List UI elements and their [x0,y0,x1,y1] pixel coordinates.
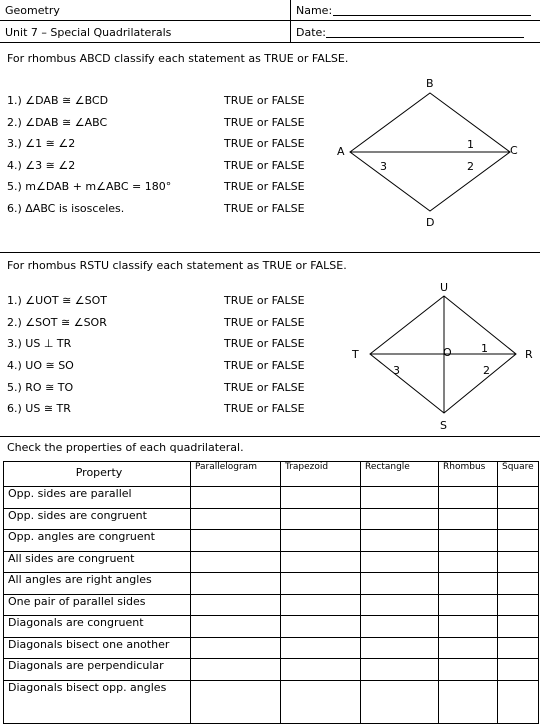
s1-choice-6[interactable]: TRUE or FALSE [224,202,305,215]
s1-statement-6: 6.) ΔABC is isosceles. [7,202,125,215]
check-cell-parallelogram[interactable] [191,680,281,723]
check-cell-trapezoid[interactable] [281,551,361,573]
name-field[interactable] [333,15,531,16]
table-row [4,573,539,595]
s1-choice-5[interactable]: TRUE or FALSE [224,180,305,193]
s2-choice-3[interactable]: TRUE or FALSE [224,337,305,350]
check-cell-trapezoid[interactable] [281,594,361,616]
vertex-t-label: T [352,348,359,361]
s2-statement-6: 6.) US ≅ TR [7,402,71,415]
s1-choice-1[interactable]: TRUE or FALSE [224,94,305,107]
check-cell-parallelogram[interactable] [191,551,281,573]
table-row [4,659,539,681]
s1-statement-2: 2.) ∠DAB ≅ ∠ABC [7,116,108,129]
check-cell-trapezoid[interactable] [281,659,361,681]
check-cell-rhombus[interactable] [439,573,498,595]
check-cell-parallelogram[interactable] [191,508,281,530]
angle-3-label: 3 [380,160,387,173]
check-cell-parallelogram[interactable] [191,573,281,595]
s2-choice-5[interactable]: TRUE or FALSE [224,381,305,394]
check-cell-rectangle[interactable] [361,594,439,616]
table-row [4,530,539,552]
angle-2-label: 2 [467,160,474,173]
property-label: All sides are congruent [4,551,191,573]
check-cell-square[interactable] [498,594,539,616]
s1-choice-2[interactable]: TRUE or FALSE [224,116,305,129]
s2-statement-3: 3.) US ⊥ TR [7,337,72,350]
properties-table [3,461,539,724]
check-cell-parallelogram[interactable] [191,616,281,638]
angle-1-label: 1 [467,138,474,151]
check-cell-parallelogram[interactable] [191,637,281,659]
s1-statement-1: 1.) ∠DAB ≅ ∠BCD [7,94,109,107]
section1-divider [0,252,540,253]
check-cell-parallelogram[interactable] [191,659,281,681]
check-cell-square[interactable] [498,573,539,595]
angle-2-label: 2 [483,364,490,377]
section2-instruction: For rhombus RSTU classify each statement as TRUE or FALSE. [7,259,347,272]
table-row [4,487,539,509]
check-cell-trapezoid[interactable] [281,487,361,509]
header-row-divider [0,20,540,21]
table-row [4,508,539,530]
check-cell-rectangle[interactable] [361,551,439,573]
unit-title: Unit 7 – Special Quadrilaterals [5,26,172,39]
property-label: Opp. sides are parallel [4,487,191,509]
check-cell-square[interactable] [498,659,539,681]
rhombus-abcd-diagram [330,72,530,232]
table-row [4,594,539,616]
s2-statement-4: 4.) UO ≅ SO [7,359,74,372]
rhombus-rstu-diagram [340,276,540,436]
check-cell-trapezoid[interactable] [281,616,361,638]
check-cell-square[interactable] [498,616,539,638]
column-header-parallelogram: Parallelogram [191,462,281,487]
s2-choice-4[interactable]: TRUE or FALSE [224,359,305,372]
property-label: Opp. sides are congruent [4,508,191,530]
check-cell-trapezoid[interactable] [281,637,361,659]
check-cell-rhombus[interactable] [439,616,498,638]
column-header-property: Property [4,462,191,487]
check-cell-square[interactable] [498,637,539,659]
check-cell-parallelogram[interactable] [191,530,281,552]
check-cell-rhombus[interactable] [439,551,498,573]
check-cell-trapezoid[interactable] [281,530,361,552]
s1-statement-3: 3.) ∠1 ≅ ∠2 [7,137,76,150]
check-cell-rhombus[interactable] [439,594,498,616]
table-row [4,551,539,573]
table-row [4,680,539,723]
check-cell-rectangle[interactable] [361,530,439,552]
section3-instruction: Check the properties of each quadrilateral. [7,441,244,454]
angle-3-label: 3 [393,364,400,377]
section1-instruction: For rhombus ABCD classify each statement as TRUE or FALSE. [7,52,349,65]
s2-statement-5: 5.) RO ≅ TO [7,381,74,394]
column-header-square: Square [498,462,539,487]
check-cell-parallelogram[interactable] [191,594,281,616]
name-label: Name: [296,4,333,17]
table-header-row [4,462,539,487]
property-label: Diagonals bisect opp. angles [4,680,191,723]
angle-1-label: 1 [481,342,488,355]
check-cell-square[interactable] [498,530,539,552]
check-cell-rhombus[interactable] [439,659,498,681]
check-cell-square[interactable] [498,551,539,573]
vertex-c-label: C [510,144,518,157]
vertex-s-label: S [440,419,447,432]
check-cell-rectangle[interactable] [361,637,439,659]
check-cell-square[interactable] [498,487,539,509]
column-header-trapezoid: Trapezoid [281,462,361,487]
property-label: One pair of parallel sides [4,594,191,616]
header-divider [290,0,291,42]
property-label: Diagonals bisect one another [4,637,191,659]
check-cell-parallelogram[interactable] [191,487,281,509]
vertex-d-label: D [426,216,435,229]
s2-statement-1: 1.) ∠UOT ≅ ∠SOT [7,294,108,307]
s1-statement-4: 4.) ∠3 ≅ ∠2 [7,159,76,172]
section2-divider [0,436,540,437]
vertex-r-label: R [525,348,533,361]
check-cell-rectangle[interactable] [361,680,439,723]
check-cell-rhombus[interactable] [439,487,498,509]
check-cell-rectangle[interactable] [361,616,439,638]
s1-statement-5: 5.) m∠DAB + m∠ABC = 180° [7,180,172,193]
course-title: Geometry [5,4,60,17]
s2-choice-2[interactable]: TRUE or FALSE [224,316,305,329]
check-cell-trapezoid[interactable] [281,680,361,723]
check-cell-square[interactable] [498,680,539,723]
table-row [4,637,539,659]
center-o-label: O [443,346,452,359]
check-cell-rhombus[interactable] [439,680,498,723]
vertex-u-label: U [440,281,449,294]
check-cell-rectangle[interactable] [361,573,439,595]
check-cell-square[interactable] [498,508,539,530]
property-label: Diagonals are perpendicular [4,659,191,681]
check-cell-rectangle[interactable] [361,487,439,509]
property-label: All angles are right angles [4,573,191,595]
check-cell-rectangle[interactable] [361,659,439,681]
vertex-b-label: B [426,77,434,90]
vertex-a-label: A [337,145,345,158]
s1-choice-3[interactable]: TRUE or FALSE [224,137,305,150]
check-cell-trapezoid[interactable] [281,573,361,595]
property-label: Opp. angles are congruent [4,530,191,552]
check-cell-rhombus[interactable] [439,530,498,552]
date-field[interactable] [326,37,524,38]
header-bottom-border [0,42,540,43]
check-cell-rectangle[interactable] [361,508,439,530]
s2-choice-1[interactable]: TRUE or FALSE [224,294,305,307]
check-cell-trapezoid[interactable] [281,508,361,530]
property-label: Diagonals are congruent [4,616,191,638]
check-cell-rhombus[interactable] [439,637,498,659]
s1-choice-4[interactable]: TRUE or FALSE [224,159,305,172]
s2-choice-6[interactable]: TRUE or FALSE [224,402,305,415]
table-row [4,616,539,638]
date-label: Date: [296,26,326,39]
column-header-rectangle: Rectangle [361,462,439,487]
column-header-rhombus: Rhombus [439,462,498,487]
check-cell-rhombus[interactable] [439,508,498,530]
s2-statement-2: 2.) ∠SOT ≅ ∠SOR [7,316,107,329]
